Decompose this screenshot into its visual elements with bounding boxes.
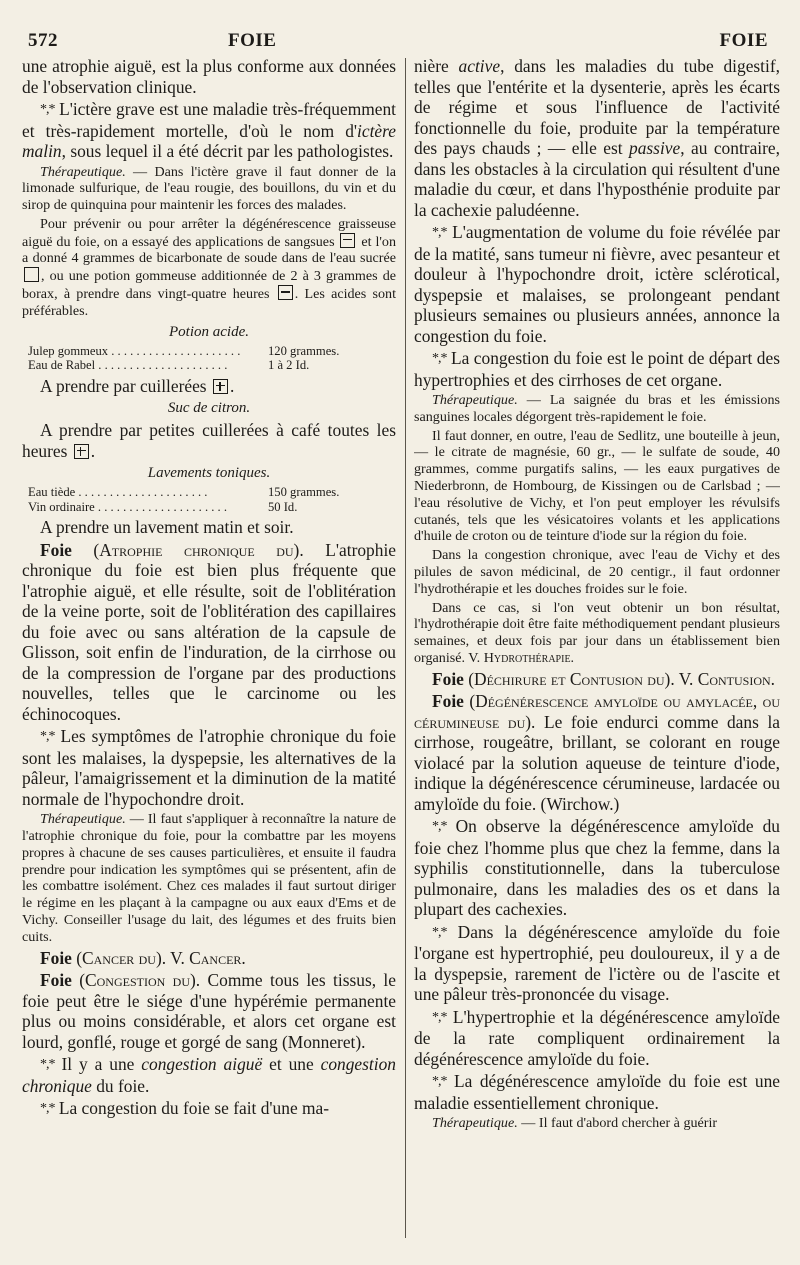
paragraph: *,* L'hypertrophie et la dégénérescence amyloïde de la rate compliquent ordinairement la dégénérescence amyloïde du foie. (414, 1006, 780, 1069)
plus-box-icon (74, 444, 89, 459)
paragraph: *,* On observe la dégénérescence amyloïde du foie chez l'homme plus que chez la femme, dans la syphilis constitutionnelle, dans la tuberculose pulmonaire, dans les maladies des os et dans la plupart des cachexies. (414, 816, 780, 920)
dictionary-entry: Foie (Déchirure et Contusion du). V. Contusion. (432, 668, 776, 689)
section-label: Thérapeutique. (40, 811, 126, 828)
running-title-right: FOIE (719, 30, 768, 51)
entry-keyword: Foie (40, 539, 72, 560)
recipe-row: Eau de Rabel . . . 1 à 2 Id. (28, 358, 396, 373)
paragraph: Thérapeutique. — Il faut s'appliquer à reconnaître la nature de l'atrophie chronique du foie, pour la combattre par les moyens propres à chacune de ses causes particulières, et ensuite il faudra prendre pour indication les symptômes qui se présentent, afin de les combattre isolément. Chez ces malades il faut surtout diriger le régime en les plaçant à la campagne ou aux eaux d'Ems et de Vichy. Conseiller l'usage du lait, des légumes et des fruits bien cuits. (22, 811, 396, 945)
asterism-icon: *,* (40, 102, 55, 117)
paragraph: Thérapeutique. — Dans l'ictère grave il faut donner de la limonade sulfurique, de l'eau rougie, des bouillons, du vin et du sirop de quinquina pour maintenir les forces des malades. (22, 163, 396, 214)
recipe-title: Suc de citron. (167, 400, 251, 417)
cross-reference-link[interactable]: Hydrothérapie. (483, 649, 575, 666)
minus-box-icon (278, 285, 293, 300)
paragraph: *,* L'ictère grave est une maladie très-fréquemment et très-rapidement mortelle, d'où le nom d'ictère malin, sous lequel il a été décrit par les pathologistes. (22, 99, 396, 161)
paragraph: Il faut donner, en outre, l'eau de Sedlitz, une bouteille à jeun, — le citrate de magnésie, 60 gr., — le sulfate de soude, 40 grammes, comme purgatifs salins, — les eaux purgatives de Niederbronn, de Hombourg, de Kissingen ou de Carlsbad ; — l'eau résolutive de Vichy, et l'on peut employer les révulsifs cutanés, tels que les vésicatoires volants et les applications d'huile de croton ou de teinture d'iode sur la région du foie. (414, 427, 780, 545)
paragraph: A prendre un lavement matin et soir. (40, 517, 294, 538)
entry-keyword: Foie (432, 691, 464, 712)
asterism-icon: *,* (432, 225, 447, 240)
paragraph: A prendre par cuillerées . (40, 375, 235, 396)
paragraph: *,* Les symptômes de l'atrophie chronique du foie sont les malaises, la dyspepsie, les alternatives de la pâleur, l'amaigrissement et la diminution de la matité normale de l'hypochondre droit. (22, 726, 396, 809)
paragraph: Thérapeutique. — La saignée du bras et les émissions sanguines locales dégorgent très-rapidement le foie. (414, 392, 780, 425)
column-divider (405, 58, 406, 1238)
recipe-row: Vin ordinaire . . . 50 Id. (28, 500, 396, 515)
paragraph: *,* Il y a une congestion aiguë et une congestion chronique du foie. (22, 1054, 396, 1096)
asterism-icon: *,* (432, 819, 447, 835)
asterism-icon: *,* (432, 351, 447, 366)
entry-keyword: Foie (432, 668, 464, 689)
asterism-icon: *,* (432, 924, 447, 940)
right-column (414, 56, 780, 1256)
section-label: Thérapeutique. (40, 163, 126, 180)
paragraph: Dans ce cas, si l'on veut obtenir un bon résultat, l'hydrothérapie doit être faite méthodiquement pendant plusieurs semaines, et deux fois par jour dans un établissement bien organisé. V. Hydrothérapie. (414, 599, 780, 666)
paragraph: *,* La congestion du foie est le point de départ des hypertrophies et des cirrhoses de cet organe. (414, 348, 780, 390)
running-header (28, 30, 768, 54)
asterism-icon: *,* (40, 1057, 55, 1073)
left-column (22, 56, 396, 1256)
paragraph: Thérapeutique. — Il faut d'abord chercher à guérir (432, 1115, 718, 1132)
dictionary-entry: Foie (Congestion du). Comme tous les tissus, le foie peut être le siége d'une hypérémie permanente plus ou moins considérable, et alors cet organe est lourd, gonflé, rouge et gorgé de sang (Monneret). (22, 970, 396, 1052)
asterism-icon: *,* (432, 1074, 447, 1090)
running-title-left: FOIE (228, 30, 277, 51)
recipe-row: Julep gommeux . . . 120 grammes. (28, 344, 396, 359)
paragraph: *,* La dégénérescence amyloïde du foie est une maladie essentiellement chronique. (414, 1071, 780, 1113)
page-number: 572 (28, 30, 58, 51)
empty-box-icon (24, 267, 39, 282)
paragraph: *,* La congestion du foie se fait d'une ma- (40, 1098, 330, 1119)
paragraph: Dans la congestion chronique, avec l'eau de Vichy et des pilules de savon médicinal, de 20 centigr., il faut ordonner l'hydrothérapie et les douches froides sur le foie. (414, 547, 780, 597)
recipe-row: Eau tiède . . . 150 grammes. (28, 485, 396, 500)
paragraph: nière active, dans les maladies du tube digestif, telles que l'entérite et la dysenterie, après les écarts de régime et sous l'influence de l'activité fonctionnelle du foie, produite par la température des pays chauds ; — elle est passive, au contraire, dans les obstacles à la circulation qui résultent d'une maladie du cœur, et dans l'hyposthénie produite par la cachexie paludéenne. (414, 56, 780, 220)
asterism-icon: *,* (432, 1009, 447, 1025)
recipe-title: Lavements toniques. (147, 465, 271, 482)
section-label: Thérapeutique. (432, 392, 518, 408)
recipe-potion (28, 344, 396, 373)
asterism-icon: *,* (40, 729, 55, 745)
paragraph: A prendre par petites cuillerées à café toutes les heures . (22, 420, 396, 461)
paragraph: une atrophie aiguë, est la plus conforme aux données de l'observation clinique. (22, 56, 396, 97)
paragraph: *,* Dans la dégénérescence amyloïde du foie l'organe est hypertrophié, peu douloureux, il y a de la dyspepsie, rarement de l'ictère ou de l'ascite et une pâleur très-prononcée du visage. (414, 921, 780, 1005)
entry-keyword: Foie (40, 970, 72, 991)
dictionary-entry: Foie (Cancer du). V. Cancer. (40, 947, 246, 968)
asterism-icon: *,* (40, 1101, 55, 1117)
cross-reference-link[interactable]: V. Cancer. (166, 947, 246, 968)
section-label: Thérapeutique. (432, 1115, 518, 1132)
recipe-lavements (28, 485, 396, 514)
paragraph: Pour prévenir ou pour arrêter la dégénérescence graisseuse aiguë du foie, on a essayé des applications de sangsues et l'on a donné 4 grammes de bicarbonate de soude dans de l'eau sucrée , ou une potion gommeuse additionnée de 2 à 3 grammes de borax, à prendre dans vingt-quatre heures . Les acides sont préférables. (22, 215, 396, 319)
minus-box-icon (340, 233, 355, 248)
plus-box-icon (213, 379, 228, 394)
cross-reference-link[interactable]: V. Contusion. (674, 668, 776, 689)
entry-keyword: Foie (40, 947, 72, 968)
paragraph: *,* L'augmentation de volume du foie révélée par de la matité, sans tumeur ni fièvre, avec pesanteur et douleur à l'hypochondre droit, ictère sclérotical, dyspepsie et malaises, se prolongeant pendant plusieurs semaines ou plusieurs années, annonce la congestion du foie. (414, 222, 780, 346)
dictionary-entry: Foie (Dégénérescence amyloïde ou amylacée, ou cérumineuse du). Le foie endurci comme dans la cirrhose, rougeâtre, brillant, se colorant en rouge violacé par la solution aqueuse de teinture d'iode, indique la dégénérescence cérumineuse, lardacée ou amyloïde du foie. (Wirchow.) (414, 691, 780, 814)
dictionary-entry: Foie (Atrophie chronique du). L'atrophie chronique du foie est bien plus fréquente que l'atrophie aiguë, et elle résulte, soit de l'oblitération de la veine porte, soit de l'oblitération des capillaires du foie avec ou sans altération de la capsule de Glisson, soit enfin de l'induration, de la cirrhose ou de la compression de l'organe par des productions nouvelles, telles que le carcinome ou les échinocoques. (22, 539, 396, 724)
recipe-title: Potion acide. (169, 323, 249, 340)
